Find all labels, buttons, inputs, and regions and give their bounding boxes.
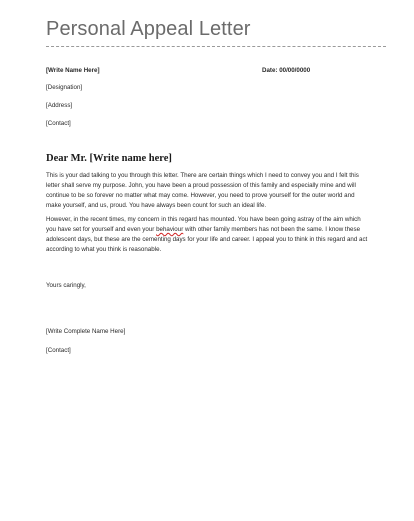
sender-address: [Address] [46, 102, 73, 109]
paragraph-1-line: letter shall serve my purpose. John, you have been a proud possession of this family and especially mine and will [46, 182, 356, 189]
paragraph-2-line [46, 225, 386, 235]
title-divider [46, 46, 386, 47]
signature-contact: [Contact] [46, 347, 71, 354]
paragraph-2 [46, 215, 386, 255]
signature-name: [Write Complete Name Here] [46, 328, 126, 335]
paragraph-2-line: adolescent days, but these are the cementing days for your life and career. I appeal you to think in this regard and act [46, 236, 368, 243]
paragraph-1-line: make yourself, and us, proud. You have always been count for such an ideal life. [46, 202, 267, 209]
sender-name: [Write Name Here] [46, 67, 100, 74]
paragraph-1-line: This is your dad talking to you through this letter. There are certain things which I need to convey you and I felt this [46, 172, 359, 179]
paragraph-2-text: you have set for yourself and even your [46, 226, 157, 233]
misspelled-word: behaviour [156, 226, 184, 233]
document-title: Personal Appeal Letter [46, 18, 251, 40]
paragraph-2-text: with other family members has not been the same. I know these [183, 226, 361, 233]
sender-contact: [Contact] [46, 120, 71, 127]
paragraph-1-line: continue to be so forever no matter what may come. However, you need to prove yourself for the outer world and [46, 192, 355, 199]
paragraph-2-line: However, in the recent times, my concern in this regard has mounted. You have been going astray of the aim which [46, 216, 361, 223]
salutation: Dear Mr. [Write name here] [46, 153, 172, 164]
paragraph-2-line: according to what you think is reasonable. [46, 246, 162, 253]
paragraph-1 [46, 171, 386, 211]
letter-date: Date: 00/00/0000 [262, 67, 311, 74]
sender-designation: [Designation] [46, 84, 83, 91]
closing: Yours caringly, [46, 282, 86, 289]
